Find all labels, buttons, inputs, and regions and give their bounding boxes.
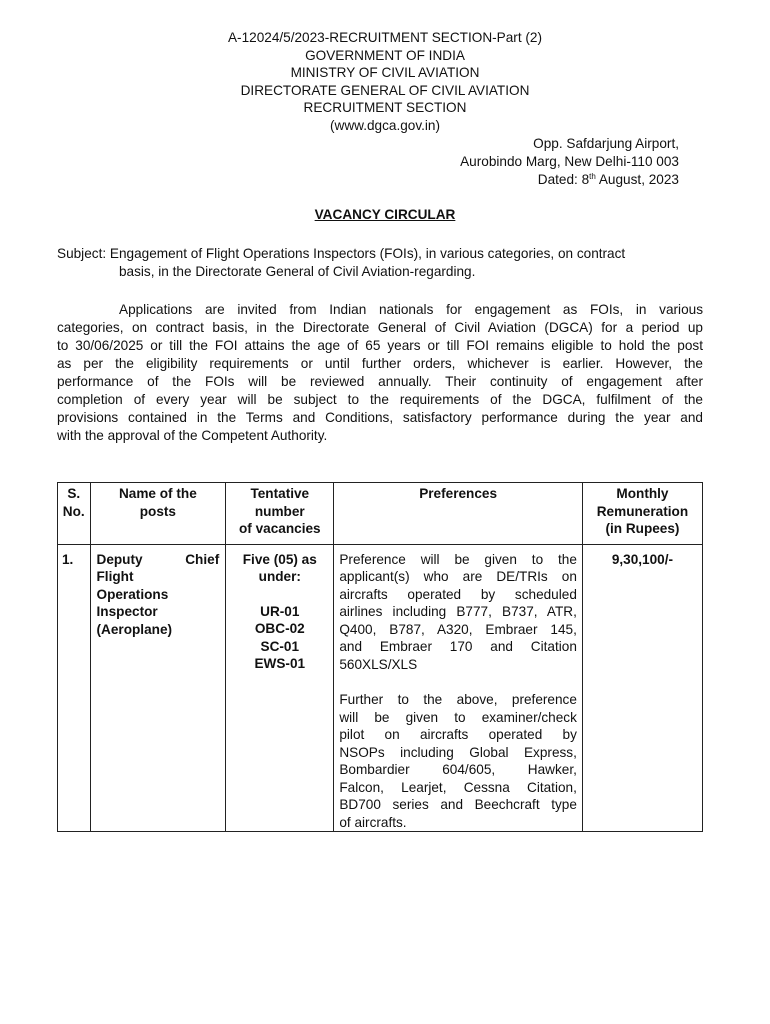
subject-line-2: basis, in the Directorate General of Civil Aviation-regarding. [119, 264, 476, 279]
header-pay: Monthly Remuneration (in Rupees) [582, 483, 702, 545]
paragraph-line: completion of every year will be subject to the requirements of the DGCA, fulfilment of the [57, 392, 703, 407]
section-name: RECRUITMENT SECTION [303, 100, 467, 115]
government-name: GOVERNMENT OF INDIA [305, 47, 465, 63]
address-line-2: Aurobindo Marg, New Delhi-110 003 [460, 154, 679, 169]
subject-line-1: Subject: Engagement of Flight Operations Inspectors (FOIs), in various categories, on contract [57, 246, 626, 261]
date-suffix: August, 2023 [595, 172, 679, 187]
header-sno: S. No. [58, 483, 91, 545]
row-preferences: Preference will be given to the applicant(s) who are DE/TRIs on aircrafts operated by scheduled airlines including B777, B737, ATR, Q400, B787, A320, Embraer 145, and Embraer 170 and Citation 560XLS/XLS Further to the above, preference will be given to examiner/check pilot on aircrafts operated by NSOPs including Global Express, Bombardier 604/605, Hawker, Falcon, Learjet, Cessna Citation, BD700 series and Beechcraft type of aircrafts. [334, 544, 583, 832]
paragraph-line: provisions contained in the Terms and Conditions, satisfactory performance during the year and [57, 410, 703, 425]
ministry-name: MINISTRY OF CIVIL AVIATION [290, 65, 480, 80]
website: (www.dgca.gov.in) [329, 117, 441, 133]
date-line [460, 171, 679, 189]
circular-title: VACANCY CIRCULAR [314, 207, 456, 222]
table-header-row [58, 483, 703, 545]
row-post-name: Deputy Chief Flight Operations Inspector (Aeroplane) [90, 544, 226, 832]
vacancy-table [57, 482, 703, 832]
file-reference: A-12024/5/2023-RECRUITMENT SECTION-Part (2) [227, 30, 542, 45]
date-superscript: th [589, 172, 596, 181]
address-block [460, 135, 679, 189]
directorate-name: DIRECTORATE GENERAL OF CIVIL AVIATION [240, 82, 530, 98]
paragraph-line: with the approval of the Competent Authority. [57, 428, 328, 443]
date-prefix: Dated: 8 [537, 172, 590, 187]
letter-header [0, 29, 770, 134]
paragraph-line: Applications are invited from Indian nationals for engagement as FOIs, in various [119, 302, 703, 317]
paragraph-line: as per the eligibility requirements or until further orders, whichever is earlier. However, the [57, 356, 703, 371]
paragraph-line: performance of the FOIs will be reviewed annually. Their continuity of engagement after [57, 374, 703, 389]
header-preferences: Preferences [334, 483, 583, 545]
header-post: Name of the posts [90, 483, 226, 545]
paragraph-line: to 30/06/2025 or till the FOI attains the age of 65 years or till FOI remains eligible to hold the post [57, 338, 703, 353]
subject-block [57, 245, 703, 281]
header-vacancies: Tentative number of vacancies [226, 483, 334, 545]
row-remuneration: 9,30,100/- [582, 544, 702, 832]
address-line-1: Opp. Safdarjung Airport, [533, 136, 679, 151]
row-vacancies: Five (05) as under: UR-01 OBC-02 SC-01 EWS-01 [226, 544, 334, 832]
row-sno: 1. [58, 544, 91, 832]
body-paragraph [57, 301, 703, 445]
table-row [58, 544, 703, 832]
paragraph-line: categories, on contract basis, in the Directorate General of Civil Aviation (DGCA) for a period up [57, 320, 703, 335]
